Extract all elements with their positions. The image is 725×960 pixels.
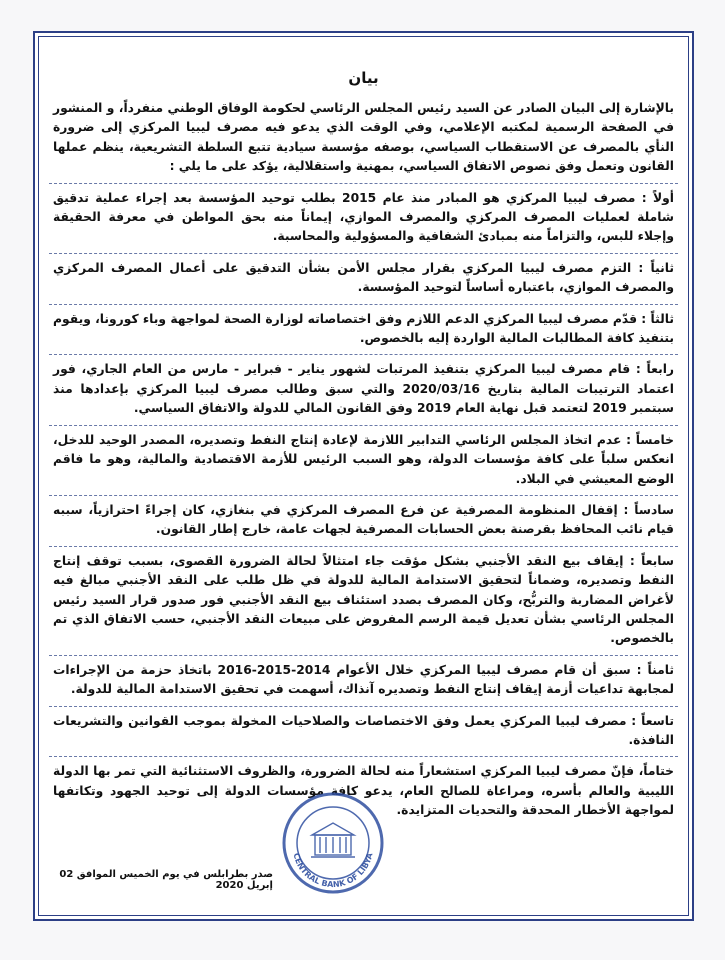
point-3: ثالثاً : قدّم مصرف ليبيا المركزي الدعم اللازم وفق اختصاصاته لوزارة الصحة لمواجهة وباء كورونا، ويقوم بتنفيذ كافة المطالبات المالية الواردة إليه بالخصوص.	[49, 305, 678, 356]
point-8: ثامناً : سبق أن قام مصرف ليبيا المركزي خلال الأعوام 2014-2015-2016 باتخاذ حزمة من الإجراءات لمجابهة تداعيات أزمة إيقاف إنتاج النفط وتصديره آنذاك، أسهمت في تحقيق الاستدامة المالية للدولة.	[49, 656, 678, 707]
closing-paragraph: ختاماً، فإنّ مصرف ليبيا المركزي استشعاراً منه لحالة الضرورة، والظروف الاستثنائية التي تمر بها الدولة الليبية والعالم بأسره، ومراعاة للصالح العام، يدعو كافة مؤسسات الدولة إلى توحيد الجهود وتكاتفها لمواجهة الأخطار المحدقة والتحديات المتزايدة.	[53, 764, 674, 818]
page-border	[33, 31, 694, 921]
statement-body	[49, 99, 678, 827]
point-5: خامساً : عدم اتخاذ المجلس الرئاسي التدابير اللازمة لإعادة إنتاج النفط وتصديره، المصدر الوحيد للدخل، انعكس سلباً على كافة مؤسسات الدولة، وهو السبب الرئيس للأزمة الاقتصادية والمالية، وهو ما فاقم الوضع المعيشي في البلاد.	[49, 426, 678, 496]
point-6: سادساً : إقفال المنظومة المصرفية عن فرع المصرف المركزي في بنغازي، كان إجراءً احترازياً، سببه قيام نائب المحافظ بقرصنة بعض الحسابات المصرفية لجهات عامة، خارج إطار القانون.	[49, 496, 678, 547]
footer	[53, 791, 413, 903]
seal-text: CENTRAL BANK OF LIBYA	[291, 852, 375, 890]
document-title: بيان	[348, 69, 379, 87]
point-2: ثانياً : التزم مصرف ليبيا المركزي بقرار مجلس الأمن بشأن التدقيق على أعمال المصرف المركزي والمصرف الموازي، باعتباره أساساً لتوحيد المؤسسة.	[49, 254, 678, 305]
point-9: تاسعاً : مصرف ليبيا المركزي يعمل وفق الاختصاصات والصلاحيات المخولة بموجب القوانين والتشريعات النافذة.	[49, 707, 678, 758]
issue-date: صدر بطرابلس في يوم الخميس الموافق 02 إبريل 2020	[59, 869, 273, 891]
point-7: سابعاً : إيقاف بيع النقد الأجنبي بشكل مؤقت جاء امتثالاً لحالة الضرورة القصوى، بسبب توقف إنتاج النفط وتصديره، وضماناً لتحقيق الاستدامة المالية للدولة في ظل طلب على النقد الأجنبي مبالغ فيه لأغراض المضاربة والتربُّح، وكان المصرف بصدد استئناف بيع النقد الأجنبي فور صدور قرار السيد رئيس المجلس الرئاسي بشأن تعديل قيمة الرسم المفروض على مبيعات النقد الأجنبي، حسب الاتفاق الذي تم بالخصوص.	[49, 547, 678, 656]
intro-paragraph: بالإشارة إلى البيان الصادر عن السيد رئيس المجلس الرئاسي لحكومة الوفاق الوطني منفرداً، و المنشور في الصفحة الرسمية لمكتبه الإعلامي، وفي الوقت الذي يدعو فيه مصرف ليبيا المركزي إلى ضرورة النأي بالمصرف عن الاستقطاب السياسي، بوصفه مؤسسة سيادية تتبع السلطة التشريعية، ينظم عملها القانون وتعمل وفق نصوص الاتفاق السياسي، بمهنية واستقلالية، يؤكد على ما يلي :	[49, 99, 678, 184]
point-4: رابعاً : قام مصرف ليبيا المركزي بتنفيذ المرتبات لشهور يناير - فبراير - مارس من العام الجاري، فور اعتماد الترتيبات المالية بتاريخ 2020/03/16 والتي سبق وطالب مصرف ليبيا المركزي بإعدادها منذ سبتمبر 2019 لتعتمد قبل نهاية العام 2019 وفق القانون المالي للدولة والاتفاق السياسي.	[49, 355, 678, 425]
point-1: أولاً : مصرف ليبيا المركزي هو المبادر منذ عام 2015 بطلب توحيد المؤسسة بعد إجراء عملية تدقيق شاملة لعمليات المصرف المركزي والمصرف الموازي، إيماناً منه بحق المواطن في معرفة الحقيقة وإجلاء للبس، والتزاماً منه بمبادئ الشفافية والمسؤولية والمحاسبة.	[49, 184, 678, 254]
central-bank-seal	[281, 791, 385, 895]
